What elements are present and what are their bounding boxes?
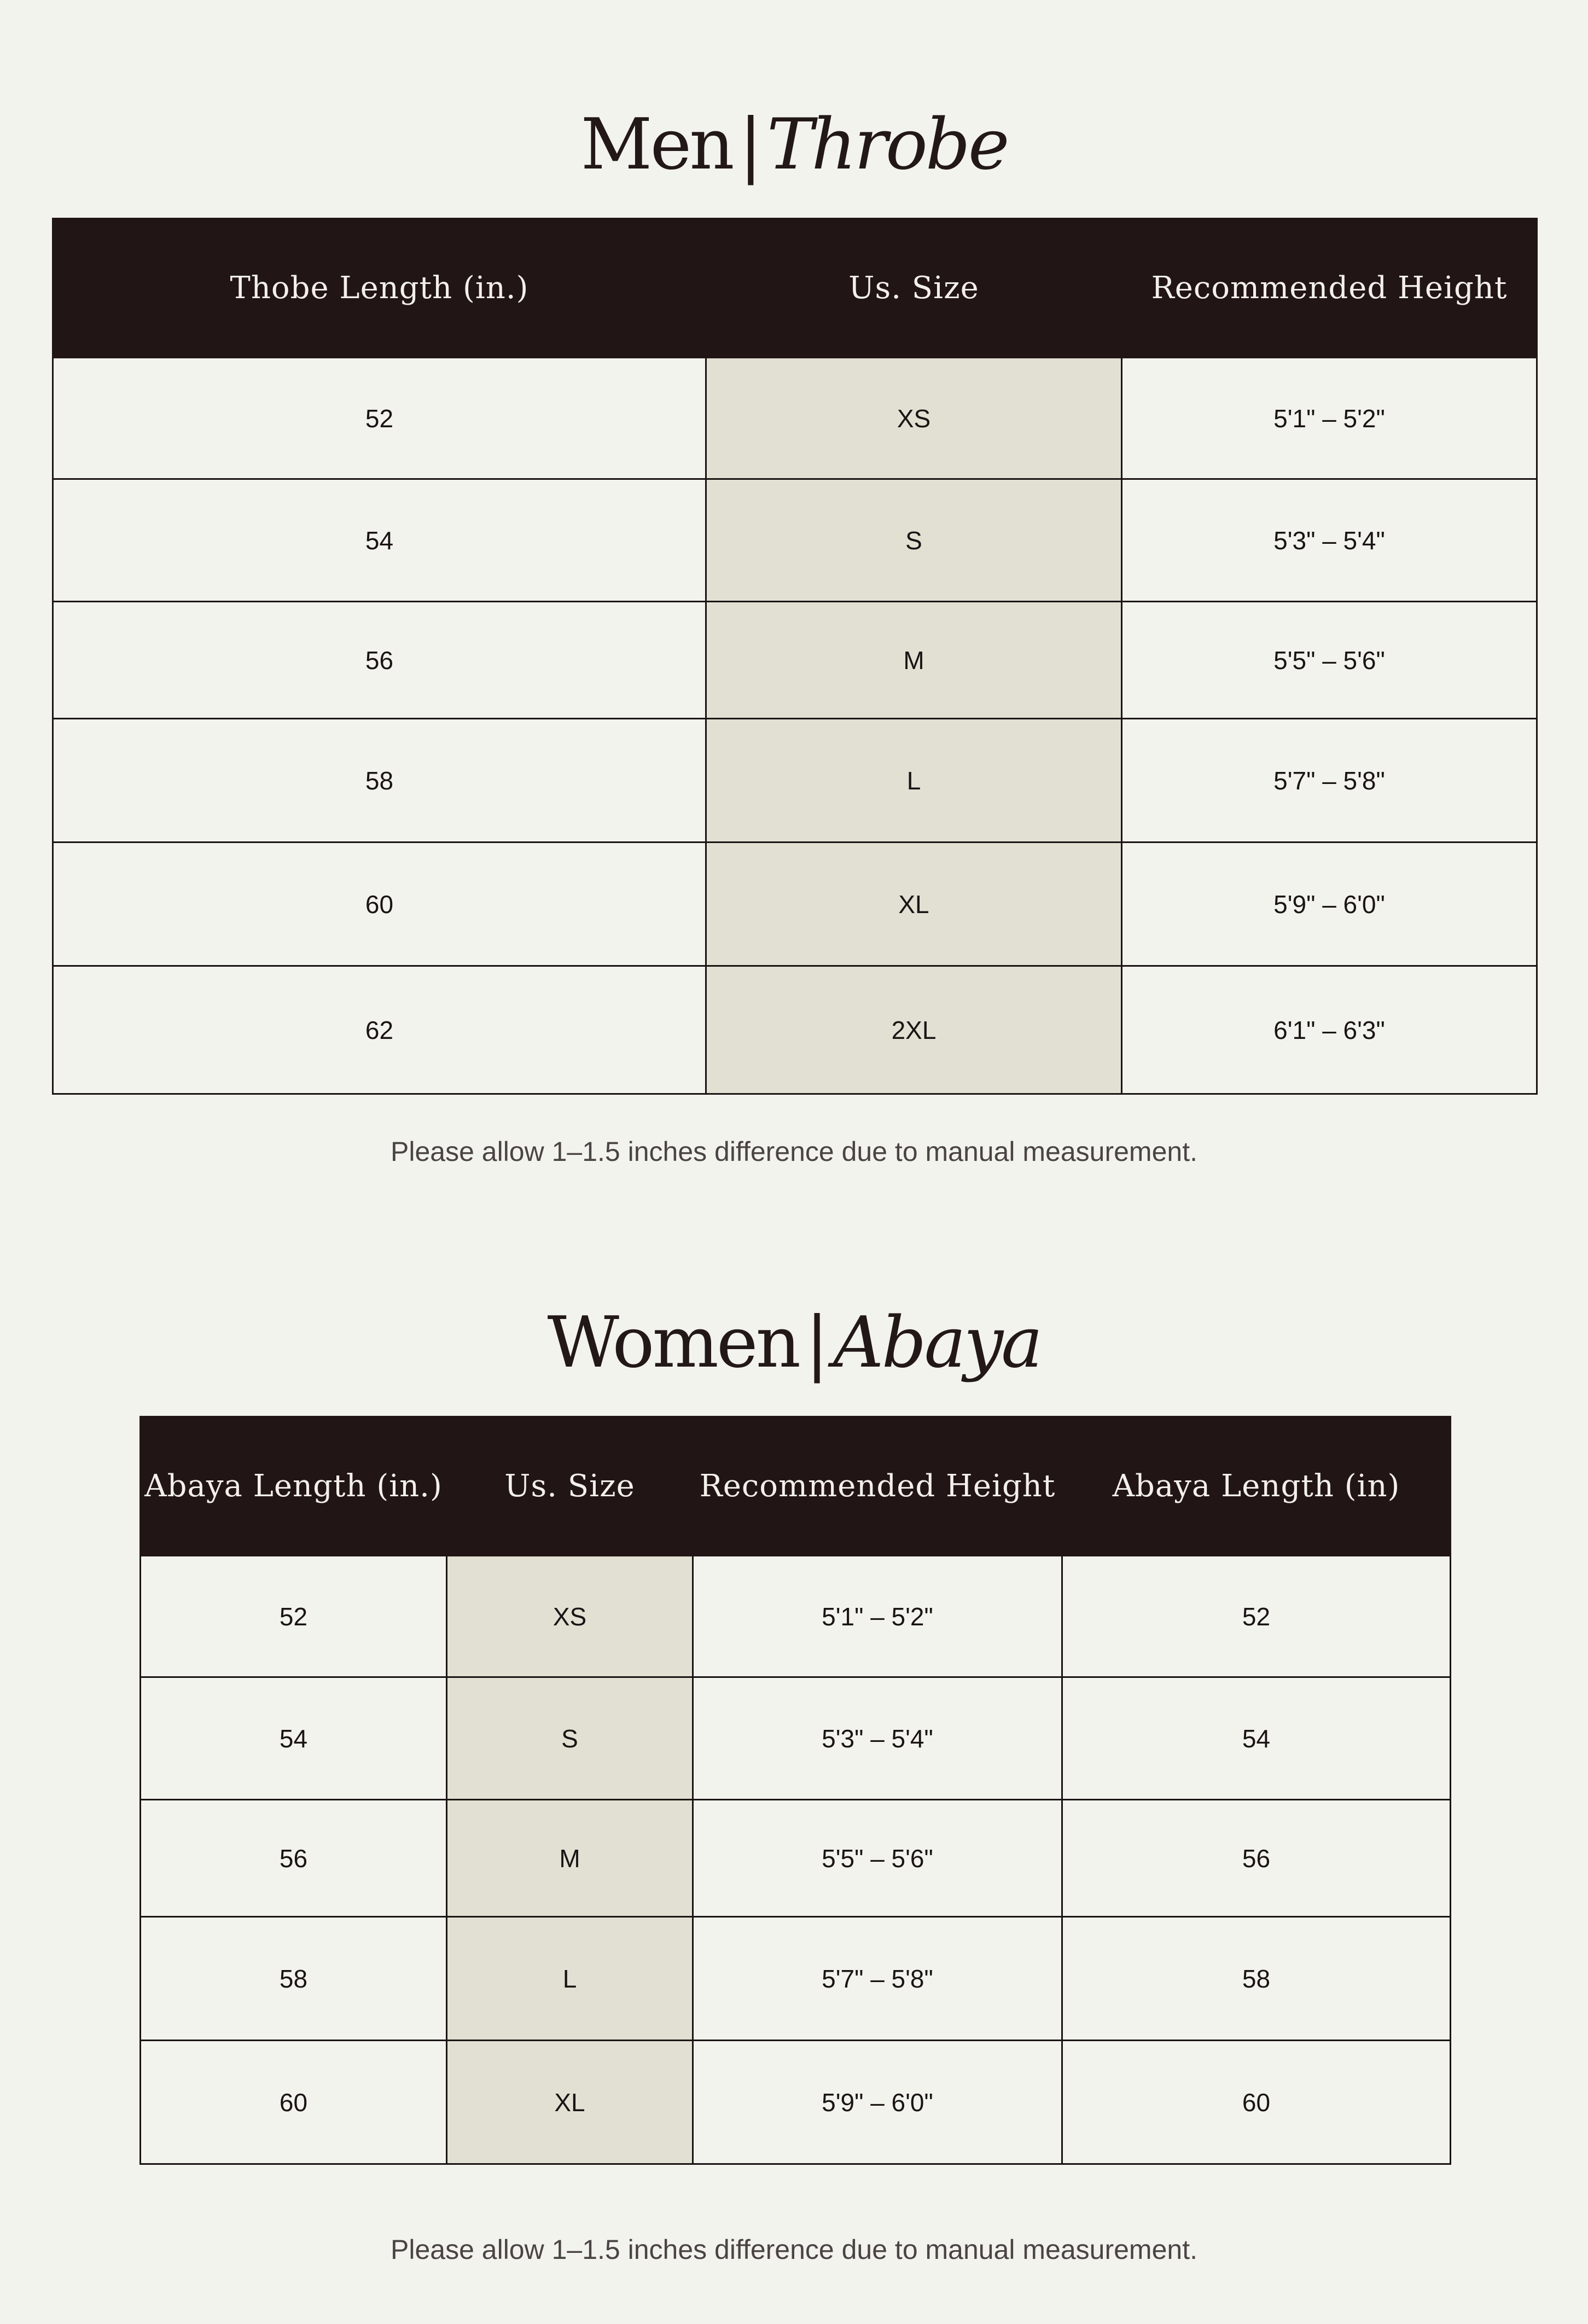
table-row <box>141 2041 1451 2164</box>
thobe-length-cell: 58 <box>53 719 706 843</box>
men-title: Men <box>580 104 732 185</box>
thobe-length-cell: 62 <box>53 966 706 1094</box>
women-subtitle: Abaya <box>833 1302 1041 1384</box>
table-header-row <box>141 1417 1451 1556</box>
women-measurement-note: Please allow 1–1.5 inches difference due to manual measurement. <box>391 2234 1197 2265</box>
table-row <box>141 1917 1451 2041</box>
recommended-height-cell: 5'7" – 5'8" <box>693 1917 1062 2041</box>
men-size-table <box>52 218 1538 1095</box>
us-size-cell: M <box>447 1800 693 1917</box>
men-subtitle: Throbe <box>766 104 1008 185</box>
recommended-height-cell: 5'7" – 5'8" <box>1122 719 1537 843</box>
women-size-table <box>139 1416 1451 2165</box>
recommended-height-cell: 5'3" – 5'4" <box>1122 479 1537 602</box>
us-size-cell: M <box>706 602 1122 719</box>
abaya-length-in-cell: 56 <box>1062 1800 1451 1917</box>
abaya-length-cell: 52 <box>141 1556 447 1677</box>
header-abaya-length-in: Abaya Length (in) <box>1062 1417 1451 1556</box>
table-row <box>141 1556 1451 1677</box>
header-us-size: Us. Size <box>447 1417 693 1556</box>
men-measurement-note: Please allow 1–1.5 inches difference due to manual measurement. <box>391 1136 1197 1167</box>
recommended-height-cell: 5'5" – 5'6" <box>1122 602 1537 719</box>
thobe-length-cell: 52 <box>53 358 706 479</box>
abaya-length-cell: 60 <box>141 2041 447 2164</box>
us-size-cell: XL <box>706 843 1122 966</box>
men-section-title <box>0 104 1588 186</box>
title-separator: | <box>805 1302 827 1384</box>
header-recommended-height: Recommended Height <box>693 1417 1062 1556</box>
recommended-height-cell: 5'1" – 5'2" <box>693 1556 1062 1677</box>
us-size-cell: S <box>706 479 1122 602</box>
table-row <box>53 719 1537 843</box>
recommended-height-cell: 5'9" – 6'0" <box>693 2041 1062 2164</box>
title-separator: | <box>738 104 760 185</box>
recommended-height-cell: 5'3" – 5'4" <box>693 1677 1062 1800</box>
table-row <box>53 479 1537 602</box>
abaya-length-in-cell: 60 <box>1062 2041 1451 2164</box>
us-size-cell: L <box>706 719 1122 843</box>
table-row <box>141 1677 1451 1800</box>
abaya-length-cell: 58 <box>141 1917 447 2041</box>
us-size-cell: XL <box>447 2041 693 2164</box>
recommended-height-cell: 5'9" – 6'0" <box>1122 843 1537 966</box>
abaya-length-in-cell: 52 <box>1062 1556 1451 1677</box>
header-recommended-height: Recommended Height <box>1122 219 1537 358</box>
header-thobe-length: Thobe Length (in.) <box>53 219 706 358</box>
women-section-title <box>0 1302 1588 1384</box>
thobe-length-cell: 56 <box>53 602 706 719</box>
table-row <box>53 966 1537 1094</box>
abaya-length-in-cell: 54 <box>1062 1677 1451 1800</box>
women-title: Women <box>547 1302 799 1384</box>
recommended-height-cell: 6'1" – 6'3" <box>1122 966 1537 1094</box>
table-row <box>53 602 1537 719</box>
abaya-length-cell: 56 <box>141 1800 447 1917</box>
table-row <box>141 1800 1451 1917</box>
recommended-height-cell: 5'5" – 5'6" <box>693 1800 1062 1917</box>
table-row <box>53 358 1537 479</box>
header-abaya-length: Abaya Length (in.) <box>141 1417 447 1556</box>
thobe-length-cell: 60 <box>53 843 706 966</box>
us-size-cell: XS <box>447 1556 693 1677</box>
recommended-height-cell: 5'1" – 5'2" <box>1122 358 1537 479</box>
header-us-size: Us. Size <box>706 219 1122 358</box>
table-header-row <box>53 219 1537 358</box>
table-row <box>53 843 1537 966</box>
abaya-length-in-cell: 58 <box>1062 1917 1451 2041</box>
us-size-cell: L <box>447 1917 693 2041</box>
us-size-cell: XS <box>706 358 1122 479</box>
us-size-cell: S <box>447 1677 693 1800</box>
us-size-cell: 2XL <box>706 966 1122 1094</box>
thobe-length-cell: 54 <box>53 479 706 602</box>
abaya-length-cell: 54 <box>141 1677 447 1800</box>
